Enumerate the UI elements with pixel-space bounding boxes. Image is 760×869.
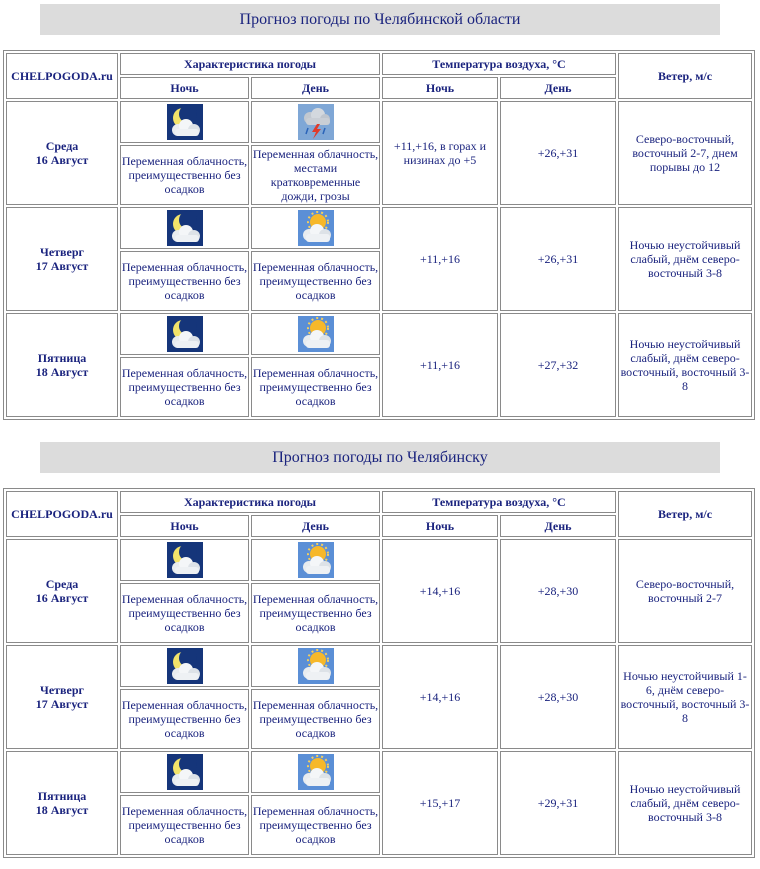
night-header: Ночь [120,77,249,99]
temperature-header: Температура воздуха, °C [382,53,616,75]
night-moon-cloud-icon [167,316,203,352]
wind-value: Северо-восточный, восточный 2-7, днем порывы до 12 [618,101,752,205]
night-description: Переменная облачность, преимущественно без осадков [120,145,249,205]
night-moon-cloud-icon [167,542,203,578]
night-description: Переменная облачность, преимущественно без осадков [120,357,249,417]
day-icon-cell [251,207,380,249]
day-icon-cell [251,101,380,143]
temp-day-value: +29,+31 [500,751,616,855]
city-forecast-table [3,488,755,858]
temp-day-value: +28,+30 [500,539,616,643]
wind-value: Ночью неустойчивый 1-6, днём северо-восточный, восточный 3-8 [618,645,752,749]
site-name: CHELPOGODA.ru [6,53,118,99]
table-row [6,539,752,581]
night-icon-cell [120,207,249,249]
wind-value: Ночью неустойчивый слабый, днём северо-восточный 3-8 [618,207,752,311]
day-header: День [251,515,380,537]
table-row [6,313,752,355]
weekday-label: Среда [45,577,79,591]
night-icon-cell [120,751,249,793]
wind-header: Ветер, м/с [618,53,752,99]
day-date-cell [6,101,118,205]
night-header: Ночь [120,515,249,537]
day-description: Переменная облачность, преимущественно без осадков [251,583,380,643]
temp-night-header: Ночь [382,77,498,99]
weather-header: Характеристика погоды [120,491,380,513]
day-icon-cell [251,313,380,355]
wind-value: Ночью неустойчивый слабый, днём северо-восточный, восточный 3-8 [618,313,752,417]
date-label: 16 Август [35,591,89,605]
date-label: 17 Август [35,697,89,711]
night-icon-cell [120,539,249,581]
table-row [6,207,752,249]
temp-night-value: +11,+16 [382,313,498,417]
temp-day-value: +28,+30 [500,645,616,749]
temp-day-value: +27,+32 [500,313,616,417]
date-label: 18 Август [35,365,89,379]
night-description: Переменная облачность, преимущественно без осадков [120,583,249,643]
day-icon-cell [251,645,380,687]
table-row [6,645,752,687]
temp-day-header: День [500,77,616,99]
day-description: Переменная облачность, преимущественно без осадков [251,251,380,311]
day-description: Переменная облачность, преимущественно без осадков [251,689,380,749]
night-description: Переменная облачность, преимущественно без осадков [120,689,249,749]
day-date-cell [6,207,118,311]
day-description: Переменная облачность, преимущественно без осадков [251,795,380,855]
temp-night-header: Ночь [382,515,498,537]
temp-day-value: +26,+31 [500,101,616,205]
night-icon-cell [120,313,249,355]
day-icon-cell [251,751,380,793]
regional-forecast-table [3,50,755,420]
day-date-cell [6,751,118,855]
weather-header: Характеристика погоды [120,53,380,75]
weekday-label: Пятница [37,789,87,803]
weekday-label: Четверг [40,683,84,697]
site-name: CHELPOGODA.ru [6,491,118,537]
day-description: Переменная облачность, местами кратковременные дожди, грозы [252,147,379,203]
night-moon-cloud-icon [167,754,203,790]
sun-cloud-icon [298,648,334,684]
weekday-label: Пятница [37,351,87,365]
night-moon-cloud-icon [167,210,203,246]
day-date-cell [6,645,118,749]
day-description: Переменная облачность, преимущественно без осадков [251,357,380,417]
night-description: Переменная облачность, преимущественно без осадков [120,795,249,855]
temp-night-value: +15,+17 [382,751,498,855]
sun-cloud-icon [298,316,334,352]
temp-day-value: +26,+31 [500,207,616,311]
wind-header: Ветер, м/с [618,491,752,537]
night-description: Переменная облачность, преимущественно без осадков [120,251,249,311]
date-label: 17 Август [35,259,89,273]
date-label: 18 Август [35,803,89,817]
table-row [6,751,752,793]
wind-value: Ночью неустойчивый слабый, днём северо-восточный 3-8 [618,751,752,855]
sun-cloud-icon [298,754,334,790]
thunderstorm-icon [298,104,334,140]
weekday-label: Четверг [40,245,84,259]
table-row [6,101,752,143]
night-icon-cell [120,101,249,143]
weekday-label: Среда [45,139,79,153]
night-moon-cloud-icon [167,104,203,140]
temp-night-value: +14,+16 [382,645,498,749]
night-icon-cell [120,645,249,687]
day-date-cell [6,539,118,643]
date-label: 16 Август [35,153,89,167]
sun-cloud-icon [298,542,334,578]
regional-forecast-title: Прогноз погоды по Челябинской области [40,4,720,35]
temp-night-value: +14,+16 [382,539,498,643]
temp-night-value: +11,+16 [382,207,498,311]
day-icon-cell [251,539,380,581]
day-date-cell [6,313,118,417]
temperature-header: Температура воздуха, °C [382,491,616,513]
city-forecast-title: Прогноз погоды по Челябинску [40,442,720,473]
night-moon-cloud-icon [167,648,203,684]
temp-day-header: День [500,515,616,537]
sun-cloud-icon [298,210,334,246]
temp-night-value: +11,+16, в горах и низинах до +5 [382,101,498,205]
day-header: День [251,77,380,99]
wind-value: Северо-восточный, восточный 2-7 [618,539,752,643]
